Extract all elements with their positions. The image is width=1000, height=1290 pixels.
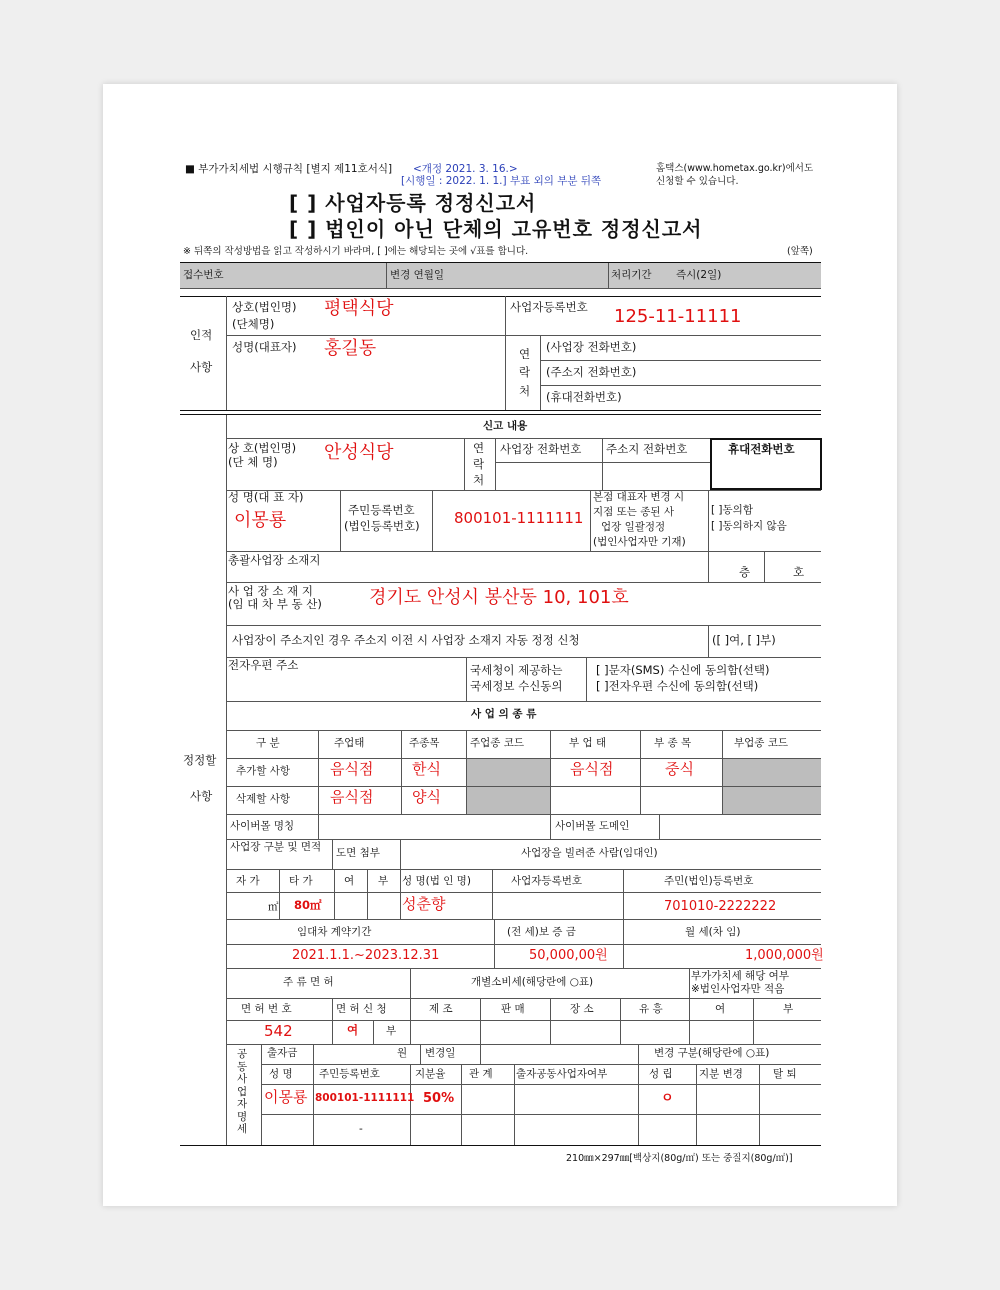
partner-header-investor: 출자공동사업자여부	[516, 1068, 608, 1080]
main-code-del-cell	[466, 787, 550, 814]
change-date-label: 변경 연월일	[390, 269, 445, 281]
rent-value: 1,000,000원	[745, 948, 824, 963]
current-reg-no: 125-11-11111	[614, 306, 742, 327]
lease-period-label: 임대차 계약기간	[297, 926, 372, 938]
contact-label-1: 연	[519, 347, 531, 361]
vat-yes: 여	[715, 1003, 726, 1015]
new-rep-label: 성 명(대 표 자)	[228, 490, 304, 504]
area-label: 사업장 구분 및 면적	[230, 841, 322, 853]
lease-period: 2021.1.1.~2023.12.31	[292, 948, 440, 963]
partner-dash: -	[359, 1123, 363, 1135]
office-phone-label: (사업장 전화번호)	[546, 340, 637, 354]
partner-rrn: 800101-1111111	[315, 1092, 415, 1104]
capital-label: 출자금	[267, 1047, 298, 1059]
partner-name: 이몽룡	[264, 1088, 308, 1106]
report-side-label-1: 정정할	[183, 753, 217, 767]
bt-header-main-code: 주업종 코드	[470, 737, 525, 749]
floor-label: 층	[739, 565, 751, 579]
add-sub-item: 중식	[665, 760, 694, 778]
identity-side-label-1: 인적	[190, 328, 213, 342]
report-mobile-phone: 휴대전화번호	[728, 442, 795, 456]
receipt-bar	[180, 262, 821, 289]
sms-consent-checkbox[interactable]: [ ]문자(SMS) 수신에 동의함(선택)	[596, 663, 770, 677]
revision-date: <개정 2021. 3. 16.>	[413, 163, 518, 175]
partner-header-relation: 관 계	[469, 1068, 493, 1080]
add-main-item: 한식	[412, 760, 441, 778]
own-area-unit: ㎡	[268, 901, 279, 913]
report-home-phone: 주소지 전화번호	[606, 442, 688, 456]
partner-header-rrn: 주민등록번호	[319, 1068, 380, 1080]
partner-side-char-2: 동	[237, 1060, 248, 1073]
change-date-label: 변경일	[425, 1047, 456, 1059]
other-label: 타 가	[289, 875, 313, 887]
won-label: 원	[397, 1047, 408, 1059]
bt-header-main-type: 주업태	[334, 737, 365, 749]
partner-share: 50%	[423, 1091, 455, 1106]
change-type-label: 변경 구분(해당란에 ○표)	[654, 1047, 770, 1059]
delete-main-type: 음식점	[330, 788, 374, 806]
contact-label-3: 처	[519, 384, 531, 398]
branch-note-2: 지점 또는 종된 사	[593, 506, 675, 518]
partner-side-char-1: 공	[237, 1048, 248, 1060]
contact-label-2: 락	[519, 365, 531, 379]
manufacture-label: 제 조	[429, 1003, 453, 1015]
license-apply-yes: 여	[347, 1023, 359, 1037]
deposit-label: (전 세)보 증 금	[507, 926, 576, 938]
partner-side-char-7: 세	[237, 1123, 248, 1135]
trade-name-label-2: (단체명)	[232, 317, 275, 331]
processing-period-label: 처리기간	[611, 269, 652, 281]
license-no-label: 면 허 번 호	[241, 1003, 292, 1015]
deposit-value: 50,000,00원	[529, 948, 608, 963]
partner-header-share: 지분율	[415, 1068, 446, 1080]
trade-name-label: 상호(법인명)	[232, 300, 297, 314]
license-apply-label: 면 허 신 청	[336, 1003, 387, 1015]
sub-code-add-cell	[722, 759, 821, 786]
front-side: (앞쪽)	[787, 246, 813, 257]
delete-row-label: 삭제할 사항	[236, 793, 291, 805]
lessor-rrn: 701010-2222222	[664, 899, 777, 914]
bt-header-sub-type: 부 업 태	[569, 737, 607, 749]
drawing-no: 부	[378, 875, 389, 887]
delete-main-item: 양식	[412, 788, 441, 806]
excise-tax-label: 개별소비세(해당란에 ○표)	[471, 976, 594, 988]
rep-label: 성명(대표자)	[232, 340, 297, 354]
bt-header-main-item: 주종목	[409, 737, 440, 749]
cyber-mall-domain-label: 사이버몰 도메인	[555, 820, 630, 832]
vat-label-1: 부가가치세 해당 여부	[691, 970, 789, 982]
partner-established: ㅇ	[661, 1091, 674, 1106]
license-number: 542	[264, 1022, 293, 1040]
new-trade-name-label-2: (단 체 명)	[228, 455, 278, 469]
consent-label-1: 국세청이 제공하는	[470, 663, 563, 677]
sale-label: 판 매	[501, 1003, 525, 1015]
add-sub-type: 음식점	[570, 760, 614, 778]
partner-side-char-6: 명	[237, 1110, 248, 1123]
sub-code-del-cell	[722, 787, 821, 814]
report-contact-3: 처	[473, 473, 485, 487]
paper-spec: 210㎜×297㎜[백상지(80g/㎡) 또는 중질지(80g/㎡)]	[566, 1153, 793, 1164]
auto-update-note: 사업장이 주소지인 경우 주소지 이전 시 사업장 소재지 자동 정정 신청	[232, 633, 580, 647]
lessor-name: 성춘향	[402, 895, 446, 913]
bt-header-category: 구 분	[256, 737, 280, 749]
form-reference: ■ 부가가치세법 시행규칙 [별지 제11호서식]	[185, 163, 393, 175]
rent-label: 월 세(차 임)	[685, 926, 741, 938]
report-office-phone: 사업장 전화번호	[500, 442, 582, 456]
bt-header-sub-code: 부업종 코드	[734, 737, 789, 749]
agree-checkbox[interactable]: [ ]동의함	[711, 504, 753, 516]
form-paper	[103, 84, 897, 1206]
drawing-label: 도면 첨부	[336, 847, 380, 859]
disagree-checkbox[interactable]: [ ]동의하지 않음	[711, 520, 787, 532]
lessor-name-label: 성 명(법 인 명)	[402, 875, 471, 887]
email-consent-checkbox[interactable]: [ ]전자우편 수신에 동의함(선택)	[596, 679, 759, 693]
new-address: 경기도 안성시 봉산동 10, 101호	[369, 587, 629, 608]
report-title: 신고 내용	[483, 420, 528, 432]
branch-note-3: 업장 일괄정정	[601, 521, 666, 533]
home-phone-label: (주소지 전화번호)	[546, 365, 637, 379]
hometax-note: 홈택스(www.hometax.go.kr)에서도	[656, 163, 814, 174]
new-rep-name: 이몽룡	[234, 510, 287, 531]
lessor-title: 사업장을 빌려준 사람(임대인)	[521, 847, 658, 859]
identity-side-label-2: 사항	[190, 360, 213, 374]
vat-no: 부	[783, 1003, 794, 1015]
address-label-2: (임 대 차 부 동 산)	[228, 597, 322, 611]
address-label: 사 업 장 소 재 지	[228, 584, 313, 598]
license-apply-no: 부	[386, 1025, 397, 1037]
entertainment-label: 유 흥	[639, 1003, 663, 1015]
hometax-note-2: 신청할 수 있습니다.	[656, 176, 739, 187]
auto-update-choice[interactable]: ([ ]여, [ ]부)	[712, 633, 776, 647]
add-row-label: 추가할 사항	[236, 765, 291, 777]
cyber-mall-name-label: 사이버몰 명칭	[230, 820, 295, 832]
receipt-number-label: 접수번호	[183, 269, 224, 281]
partner-side-char-3: 사	[237, 1073, 248, 1085]
processing-period-value: 즉시(2일)	[676, 269, 722, 281]
new-trade-name: 안성식당	[324, 442, 394, 463]
new-trade-name-label: 상 호(법인명)	[228, 441, 297, 455]
liquor-license-label: 주 류 면 허	[283, 976, 334, 988]
partner-side-char-4: 업	[237, 1085, 248, 1098]
partner-header-withdraw: 탈 퇴	[773, 1068, 797, 1080]
lessor-reg-label: 사업자등록번호	[511, 875, 583, 887]
bt-header-sub-item: 부 종 목	[654, 737, 692, 749]
own-label: 자 가	[236, 875, 260, 887]
effective-date: [시행일 : 2022. 1. 1.] 부표 외의 부분 뒤쪽	[401, 175, 602, 187]
new-rrn: 800101-1111111	[454, 509, 584, 527]
partner-header-share-change: 지분 변경	[699, 1068, 743, 1080]
partner-header-name: 성 명	[269, 1068, 293, 1080]
vat-label-2: ※법인사업자만 적음	[691, 983, 785, 995]
unit-label: 호	[793, 565, 805, 579]
consent-label-2: 국세정보 수신동의	[470, 679, 563, 693]
add-main-type: 음식점	[330, 760, 374, 778]
current-rep-name: 홍길동	[324, 338, 377, 359]
instruction: ※ 뒤쪽의 작성방법을 읽고 작성하시기 바라며, [ ]에는 해당되는 곳에 √표를 합니다.	[183, 246, 529, 257]
email-label: 전자우편 주소	[228, 658, 299, 672]
partner-header-established: 성 립	[649, 1068, 673, 1080]
branch-note-1: 본점 대표자 변경 시	[593, 491, 685, 503]
mobile-phone-label: (휴대전화번호)	[546, 390, 622, 404]
form-title-2: [ ] 법인이 아닌 단체의 고유번호 정정신고서	[289, 217, 703, 241]
lessor-rrn-label: 주민(법인)등록번호	[664, 875, 754, 887]
hq-address-label: 총괄사업장 소재지	[228, 553, 321, 567]
partner-side-char-5: 자	[237, 1098, 248, 1110]
drawing-yes: 여	[344, 875, 355, 887]
rrn-label-2: (법인등록번호)	[344, 519, 420, 533]
form-title-1: [ ] 사업자등록 정정신고서	[289, 191, 537, 215]
partner-side-label	[237, 1048, 249, 1136]
reg-no-label: 사업자등록번호	[510, 300, 588, 314]
place-label: 장 소	[570, 1003, 594, 1015]
report-side-label-2: 사항	[190, 789, 213, 803]
business-type-title: 사 업 의 종 류	[471, 708, 537, 720]
main-code-add-cell	[466, 759, 550, 786]
branch-note-4: (법인사업자만 기재)	[593, 536, 686, 548]
other-area: 80㎡	[294, 898, 322, 912]
rrn-label: 주민등록번호	[348, 503, 415, 517]
report-contact-1: 연	[473, 441, 485, 455]
report-contact-2: 락	[473, 457, 485, 471]
current-trade-name: 평택식당	[324, 298, 394, 319]
